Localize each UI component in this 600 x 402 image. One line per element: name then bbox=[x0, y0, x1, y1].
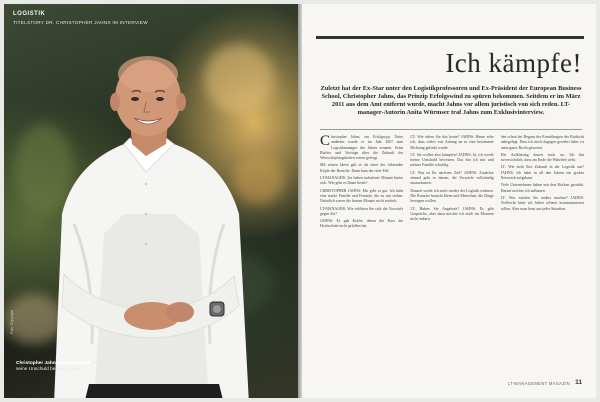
photo-credit: Foto: Copyright bbox=[10, 310, 14, 334]
paragraph: LT: Was würden Sie anders machen? JAHNS: Vielleicht hätte ich früher offener kommunizieren sollen. Aber man lernt aus jeder Situation. bbox=[500, 195, 584, 211]
text-column-3 bbox=[501, 135, 584, 375]
footer-label: LT-MANAGEMENT MAGAZIN bbox=[507, 381, 570, 386]
article-headline: Ich kämpfe! bbox=[445, 48, 582, 78]
paragraph: LT: Wie sehen Sie das heute? JAHNS: Heute sehe ich, dass vieles von Anfang an in eine bestimmte Richtung gelenkt wurde. bbox=[410, 135, 494, 150]
article-columns bbox=[320, 135, 584, 375]
intro-rule bbox=[320, 129, 582, 130]
caption-bold: Christopher Jahns ist überzeugt bbox=[16, 361, 90, 366]
paragraph: den schon bei Beginn der Ermittlungen der Rücktritt nahegelegt. Dass ich mich dagegen gewehrt habe, ist mein gutes Recht gewesen. bbox=[500, 135, 584, 150]
text-column-1 bbox=[320, 135, 403, 375]
portrait-photo bbox=[34, 44, 264, 398]
section-subtitle: TITELSTORY DR. CHRISTOPHER JAHNS IM INTERVIEW bbox=[13, 20, 148, 25]
paragraph: LT: Haben Sie Angebote? JAHNS: Es gibt Gespräche, aber dazu möchte ich mich im Moment nicht äußern. bbox=[410, 206, 494, 222]
drop-cap: C bbox=[320, 135, 331, 149]
text-column-2 bbox=[410, 135, 493, 375]
paragraph: LT: Wie sieht Ihre Zukunft in der Logistik aus? JAHNS: Ich habe in all den Jahren ein großes Netzwerk aufgebaut. bbox=[500, 165, 584, 181]
article-intro: Zuletzt hat der Ex-Star unter den Logistikprofessoren und Ex-Präsident der European Business School, Christopher Jahns, das Prinzip Erfolgswind zu spüren bekommen. Seitdem er im März 2011 aus dem Amt entfernt wurde, macht Jahns vor allem juristisch von sich reden. LT-manager-Autorin Anita Würmser traf Jahns zum Exklusivinterview. bbox=[320, 85, 582, 116]
paragraph: LT-MANAGER: Sie haben turbulente Monate hinter sich. Wie geht es Ihnen heute? bbox=[320, 176, 404, 186]
top-rule bbox=[316, 36, 584, 39]
paragraph: Die Aufklärung dauert noch an. Ich bin zuversichtlich, dass am Ende die Wahrheit steht. bbox=[500, 152, 584, 163]
page-footer bbox=[320, 379, 582, 389]
paragraph: hristopher Jahns, ein Erfolgstyp. Unter anderem wurde er im Jahr 2007 zum Logistikmanager des Jahres ernannt. Seine Bücher und Vorträge über die Zukunft der Wertschöpfungsketten waren gefragt. bbox=[320, 135, 404, 161]
paragraph: Viele Unternehmen haben mir den Rücken gestärkt. Darauf möchte ich aufbauen. bbox=[500, 183, 584, 193]
photo-page bbox=[4, 4, 298, 398]
section-label: LOGISTIK bbox=[13, 11, 46, 17]
paragraph: JAHNS: Es gab Kräfte, denen der Kurs der Hochschule nicht gefallen hat. bbox=[320, 219, 404, 229]
paragraph: LT: Sie wollen also kämpfen? JAHNS: Ja, ich werde meine Unschuld beweisen. Das bin ich mir und meiner Familie schuldig. bbox=[410, 152, 494, 168]
paragraph: LT-MANAGER: Wie erklären Sie sich die Vorwürfe gegen Sie? bbox=[320, 206, 404, 216]
caption-text: davon, dass er seine Unschuld beweisen kann. bbox=[16, 361, 123, 372]
photo-caption bbox=[16, 361, 134, 373]
paragraph: LT: Was ist Ihr nächstes Ziel? JAHNS: Zunächst einmal geht es darum, die Vorwürfe vollständig auszuräumen. bbox=[410, 170, 494, 186]
paragraph: Danach werde ich mich wieder der Logistik widmen. Die Branche braucht Ideen und Menschen, die Dinge bewegen wollen. bbox=[410, 188, 494, 204]
page-number: 11 bbox=[575, 379, 582, 386]
paragraph: CHRISTOPHER JAHNS: Mir geht es gut. Ich habe eine starke Familie und Freunde, die zu mir stehen. Natürlich waren die letzten Monate nicht einfach. bbox=[320, 188, 404, 204]
paragraph: Mit seinen Ideen galt er als einer der führenden Köpfe der Branche. Dann kam der tiefe Fall. bbox=[320, 163, 404, 173]
article-page bbox=[302, 4, 596, 398]
